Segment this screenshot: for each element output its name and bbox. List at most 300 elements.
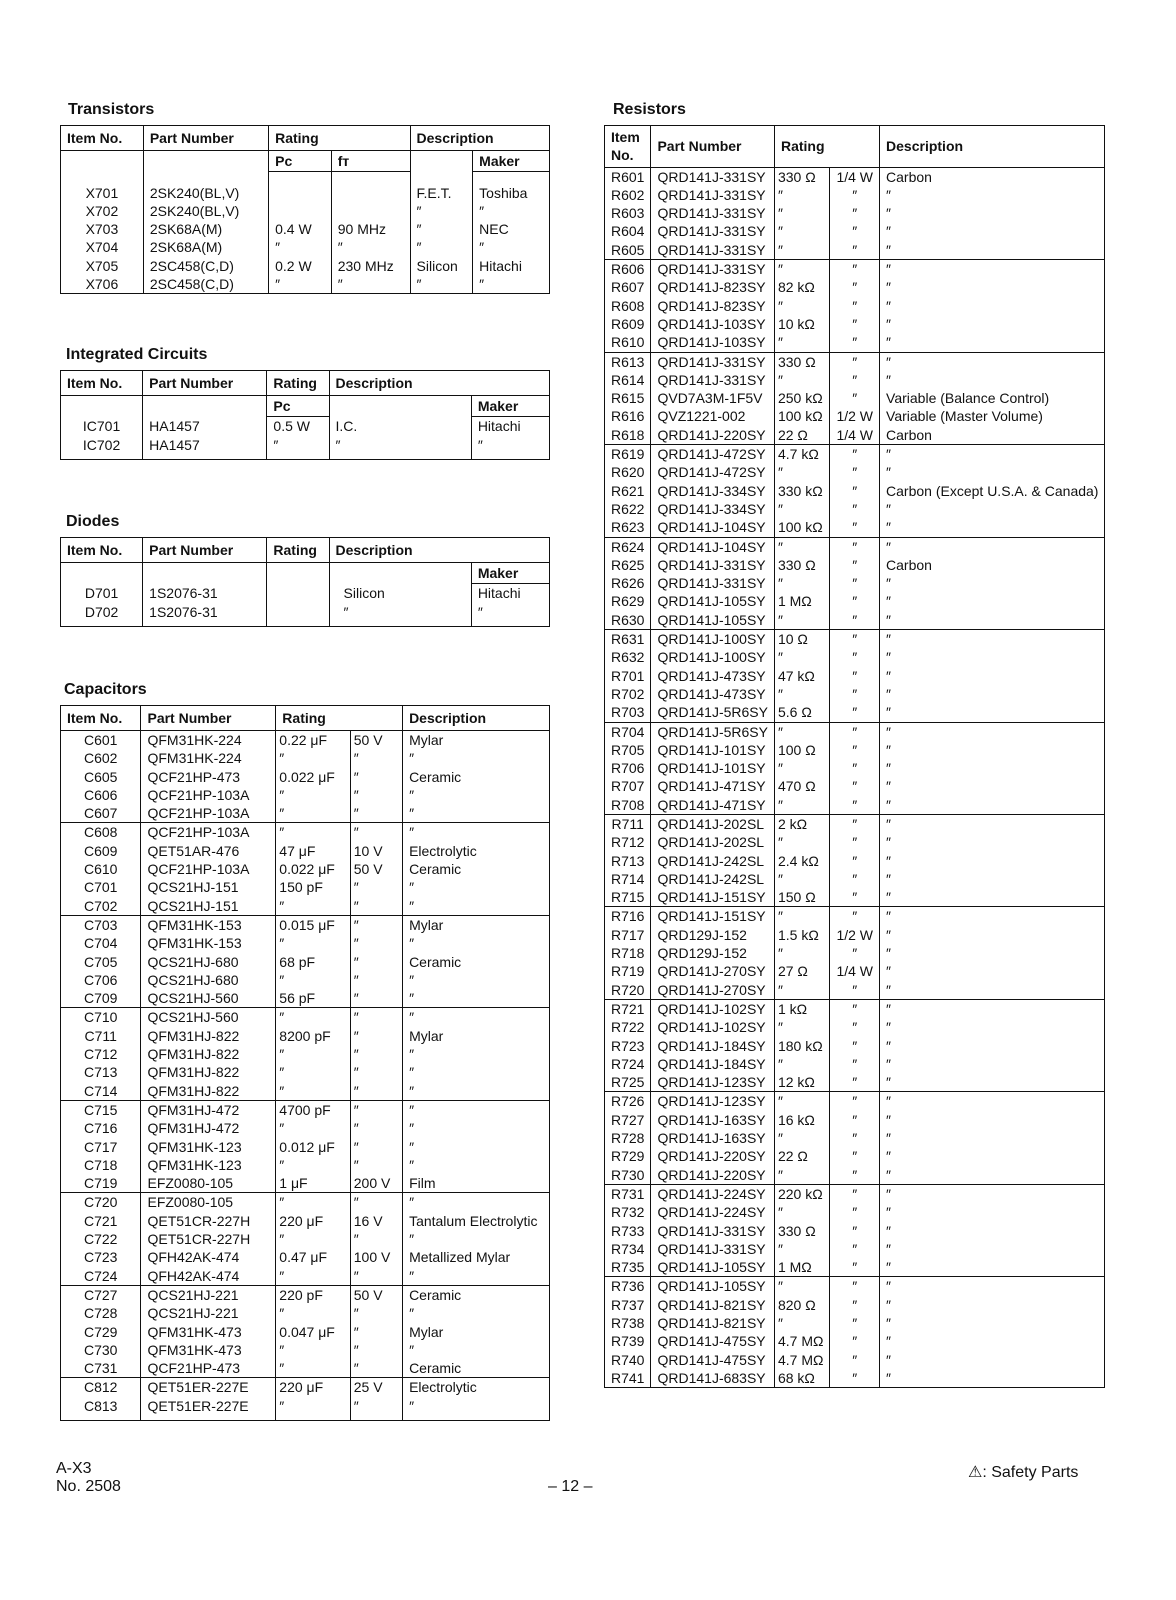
- table-cell: ″: [403, 1304, 550, 1322]
- table-cell: ″: [276, 1063, 350, 1081]
- table-cell: 1/4 W: [830, 962, 880, 980]
- table-cell: ″: [774, 1055, 829, 1073]
- table-row: [61, 860, 550, 878]
- table-cell: ″: [880, 611, 1105, 630]
- table-cell: ″: [830, 1351, 880, 1369]
- table-row: [605, 1314, 1105, 1332]
- table-row: [605, 1184, 1105, 1203]
- table-cell: ″: [830, 703, 880, 722]
- table-cell: 0.5 W: [267, 417, 329, 436]
- table-row: [61, 257, 550, 275]
- table-cell: ″: [830, 852, 880, 870]
- table-cell: ″: [880, 371, 1105, 389]
- table-cell: R632: [605, 648, 651, 666]
- table-cell: QFH42AK-474: [141, 1267, 276, 1286]
- table-cell: R718: [605, 944, 651, 962]
- table-cell: R602: [605, 186, 651, 204]
- table-row: [61, 1045, 550, 1063]
- table-row: [61, 202, 550, 220]
- table-cell: C706: [61, 971, 141, 989]
- table-cell: QCS21HJ-560: [141, 989, 276, 1008]
- table-cell: ″: [880, 592, 1105, 610]
- table-row: [605, 611, 1105, 630]
- table-cell: 220 μF: [276, 1212, 350, 1230]
- table-cell: R630: [605, 611, 651, 630]
- table-cell: ″: [830, 389, 880, 407]
- diodes-table: [60, 537, 550, 627]
- table-cell: EFZ0080-105: [141, 1174, 276, 1193]
- table-cell: ″: [830, 1332, 880, 1350]
- table-cell: R607: [605, 278, 651, 296]
- table-row: [61, 786, 550, 804]
- table-row: [605, 1147, 1105, 1165]
- table-cell: ″: [880, 1055, 1105, 1073]
- table-cell: ″: [403, 786, 550, 804]
- table-cell: ″: [830, 685, 880, 703]
- table-cell: QRD141J-103SY: [651, 333, 775, 352]
- table-cell: [267, 603, 329, 627]
- table-cell: ″: [830, 371, 880, 389]
- table-cell: R610: [605, 333, 651, 352]
- table-row: [605, 222, 1105, 240]
- table-cell: QCS21HJ-221: [141, 1285, 276, 1304]
- table-cell: 50 V: [350, 731, 402, 750]
- col-description: Description: [329, 538, 549, 563]
- table-cell: ″: [774, 574, 829, 592]
- table-cell: Mylar: [403, 731, 550, 750]
- table-cell: R620: [605, 463, 651, 481]
- table-row: [605, 352, 1105, 371]
- table-cell: ″: [774, 297, 829, 315]
- table-cell: QET51CR-227H: [141, 1212, 276, 1230]
- table-cell: ″: [350, 1100, 402, 1119]
- table-cell: ″: [276, 1267, 350, 1286]
- table-cell: ″: [350, 1027, 402, 1045]
- table-row: [61, 749, 550, 767]
- table-cell: ″: [350, 1341, 402, 1359]
- table-row: [605, 426, 1105, 445]
- table-cell: ″: [830, 574, 880, 592]
- table-row: [61, 1027, 550, 1045]
- table-row: [61, 842, 550, 860]
- table-row: [61, 151, 550, 172]
- table-cell: [143, 151, 268, 172]
- table-cell: R701: [605, 667, 651, 685]
- table-row: [61, 1063, 550, 1081]
- table-cell: QFM31HK-473: [141, 1341, 276, 1359]
- table-cell: QRD141J-102SY: [651, 999, 775, 1018]
- table-cell: Hitachi: [473, 257, 550, 275]
- table-cell: QRD141J-334SY: [651, 482, 775, 500]
- col-item-no: Item No.: [61, 538, 143, 563]
- table-cell: 90 MHz: [331, 220, 410, 238]
- table-cell: QVD7A3M-1F5V: [651, 389, 775, 407]
- table-cell: ″: [830, 888, 880, 907]
- table-cell: ″: [880, 1111, 1105, 1129]
- table-cell: ″: [880, 1314, 1105, 1332]
- table-cell: QRD141J-270SY: [651, 962, 775, 980]
- table-row: [605, 1037, 1105, 1055]
- table-cell: C713: [61, 1063, 141, 1081]
- table-cell: C702: [61, 897, 141, 916]
- table-cell: ″: [774, 186, 829, 204]
- table-cell: Pc: [269, 151, 332, 172]
- table-cell: ″: [350, 749, 402, 767]
- table-cell: C717: [61, 1138, 141, 1156]
- table-cell: ″: [830, 1314, 880, 1332]
- transistors-title: Transistors: [68, 101, 155, 118]
- table-cell: ″: [473, 238, 550, 256]
- table-cell: 16 V: [350, 1212, 402, 1230]
- table-cell: Variable (Master Volume): [880, 407, 1105, 425]
- table-cell: IC702: [61, 436, 143, 460]
- table-cell: QRD141J-151SY: [651, 907, 775, 926]
- table-cell: EFZ0080-105: [141, 1193, 276, 1212]
- table-row: [61, 915, 550, 934]
- table-cell: C813: [61, 1397, 141, 1421]
- table-cell: 330 Ω: [774, 556, 829, 574]
- table-row: [61, 1304, 550, 1322]
- table-row: [605, 962, 1105, 980]
- table-cell: ″: [880, 1332, 1105, 1350]
- resistors-table: [604, 125, 1105, 1388]
- table-cell: Carbon: [880, 556, 1105, 574]
- table-cell: QCF21HP-103A: [141, 786, 276, 804]
- table-cell: QRD141J-101SY: [651, 741, 775, 759]
- table-cell: ″: [329, 603, 471, 627]
- table-cell: Tantalum Electrolytic: [403, 1212, 550, 1230]
- table-cell: Electrolytic: [403, 1378, 550, 1397]
- table-cell: ″: [880, 741, 1105, 759]
- table-cell: ″: [830, 1055, 880, 1073]
- table-cell: 220 pF: [276, 1285, 350, 1304]
- table-cell: 100 V: [350, 1248, 402, 1266]
- table-cell: Carbon: [880, 167, 1105, 186]
- table-cell: R725: [605, 1073, 651, 1092]
- table-row: [605, 759, 1105, 777]
- table-cell: 12 kΩ: [774, 1073, 829, 1092]
- table-cell: QRD141J-331SY: [651, 186, 775, 204]
- table-cell: C718: [61, 1156, 141, 1174]
- table-cell: ″: [350, 971, 402, 989]
- table-cell: QVZ1221-002: [651, 407, 775, 425]
- table-cell: ″: [329, 436, 471, 460]
- table-cell: ″: [880, 648, 1105, 666]
- table-cell: C722: [61, 1230, 141, 1248]
- table-cell: 220 μF: [276, 1378, 350, 1397]
- table-cell: ″: [276, 1230, 350, 1248]
- table-cell: ″: [403, 1341, 550, 1359]
- table-row: [605, 500, 1105, 518]
- table-row: [61, 396, 550, 417]
- table-cell: QRD141J-220SY: [651, 1166, 775, 1185]
- table-cell: QRD141J-103SY: [651, 315, 775, 333]
- table-cell: ″: [880, 999, 1105, 1018]
- table-cell: C608: [61, 823, 141, 842]
- table-cell: QRD141J-821SY: [651, 1296, 775, 1314]
- table-cell: ″: [350, 915, 402, 934]
- table-cell: [331, 172, 410, 202]
- table-cell: ″: [830, 648, 880, 666]
- table-row: [605, 592, 1105, 610]
- table-cell: ″: [350, 1082, 402, 1101]
- table-row: [605, 518, 1105, 537]
- table-cell: ″: [774, 537, 829, 556]
- table-row: [605, 1073, 1105, 1092]
- table-cell: [329, 396, 471, 417]
- table-cell: ″: [471, 436, 549, 460]
- document-number: No. 2508: [56, 1478, 121, 1495]
- table-cell: R622: [605, 500, 651, 518]
- table-cell: R727: [605, 1111, 651, 1129]
- table-cell: 1 MΩ: [774, 1258, 829, 1277]
- table-cell: ″: [880, 333, 1105, 352]
- table-cell: ″: [350, 897, 402, 916]
- table-cell: QRD141J-100SY: [651, 648, 775, 666]
- table-cell: QFM31HJ-472: [141, 1100, 276, 1119]
- table-cell: ″: [830, 352, 880, 371]
- table-cell: ″: [830, 297, 880, 315]
- table-cell: 1/4 W: [830, 426, 880, 445]
- table-cell: R603: [605, 204, 651, 222]
- table-cell: QCS21HJ-151: [141, 897, 276, 916]
- table-row: [605, 685, 1105, 703]
- table-cell: QRD141J-105SY: [651, 1277, 775, 1296]
- table-cell: D702: [61, 603, 143, 627]
- table-cell: QRD141J-683SY: [651, 1369, 775, 1388]
- table-cell: 0.47 μF: [276, 1248, 350, 1266]
- table-cell: 27 Ω: [774, 962, 829, 980]
- table-cell: ″: [880, 278, 1105, 296]
- diodes-title: Diodes: [66, 513, 120, 530]
- table-cell: ″: [880, 759, 1105, 777]
- col-rating: Rating: [276, 706, 403, 731]
- table-cell: ″: [830, 1092, 880, 1111]
- table-row: [61, 1285, 550, 1304]
- table-cell: ″: [830, 1296, 880, 1314]
- table-cell: QRD141J-163SY: [651, 1129, 775, 1147]
- table-cell: ″: [880, 888, 1105, 907]
- table-cell: ″: [276, 786, 350, 804]
- table-cell: ″: [880, 777, 1105, 795]
- table-cell: ″: [830, 278, 880, 296]
- table-cell: C609: [61, 842, 141, 860]
- table-cell: 16 kΩ: [774, 1111, 829, 1129]
- col-item-no: Item No.: [61, 706, 141, 731]
- table-cell: ″: [880, 1258, 1105, 1277]
- table-cell: R720: [605, 981, 651, 1000]
- table-cell: ″: [880, 1037, 1105, 1055]
- table-cell: QCS21HJ-151: [141, 878, 276, 896]
- table-cell: ″: [774, 333, 829, 352]
- table-cell: ″: [830, 814, 880, 833]
- table-row: [605, 297, 1105, 315]
- table-cell: QFM31HK-153: [141, 934, 276, 952]
- col-part-number: Part Number: [651, 126, 775, 168]
- table-row: [605, 667, 1105, 685]
- table-cell: ″: [830, 315, 880, 333]
- table-cell: 82 kΩ: [774, 278, 829, 296]
- table-row: [605, 722, 1105, 741]
- table-cell: ″: [276, 1045, 350, 1063]
- table-cell: IC701: [61, 417, 143, 436]
- table-cell: ″: [880, 518, 1105, 537]
- table-cell: QRD141J-331SY: [651, 222, 775, 240]
- table-cell: ″: [774, 371, 829, 389]
- table-cell: QRD129J-152: [651, 944, 775, 962]
- table-cell: ″: [830, 907, 880, 926]
- table-cell: QRD141J-224SY: [651, 1203, 775, 1221]
- table-cell: 47 μF: [276, 842, 350, 860]
- table-cell: QFM31HK-473: [141, 1323, 276, 1341]
- table-row: [605, 1111, 1105, 1129]
- table-cell: ″: [403, 971, 550, 989]
- table-row: [61, 275, 550, 294]
- table-cell: QRD141J-472SY: [651, 445, 775, 464]
- table-row: [61, 584, 550, 603]
- table-cell: ″: [880, 962, 1105, 980]
- table-cell: C607: [61, 804, 141, 823]
- table-cell: ″: [880, 260, 1105, 279]
- table-cell: ″: [350, 1119, 402, 1137]
- table-cell: ″: [774, 1240, 829, 1258]
- table-row: [605, 926, 1105, 944]
- table-row: [605, 167, 1105, 186]
- table-row: [61, 878, 550, 896]
- table-cell: ″: [880, 297, 1105, 315]
- table-row: [605, 796, 1105, 815]
- table-cell: ″: [774, 241, 829, 260]
- table-cell: ″: [880, 1166, 1105, 1185]
- col-item-no: Item No.: [61, 371, 143, 396]
- table-cell: ″: [350, 1323, 402, 1341]
- table-row: [605, 1055, 1105, 1073]
- table-row: [605, 981, 1105, 1000]
- table-cell: ″: [403, 1008, 550, 1027]
- table-cell: 220 kΩ: [774, 1184, 829, 1203]
- table-cell: ″: [350, 1138, 402, 1156]
- table-cell: ″: [880, 500, 1105, 518]
- table-cell: ″: [473, 202, 550, 220]
- table-cell: ″: [410, 202, 473, 220]
- col-part-number: Part Number: [143, 538, 267, 563]
- table-cell: Mylar: [403, 1323, 550, 1341]
- table-cell: R741: [605, 1369, 651, 1388]
- table-cell: ″: [880, 537, 1105, 556]
- table-cell: ″: [350, 1230, 402, 1248]
- table-cell: ″: [880, 981, 1105, 1000]
- table-cell: ″: [880, 814, 1105, 833]
- table-cell: Mylar: [403, 915, 550, 934]
- table-cell: ″: [774, 833, 829, 851]
- table-cell: 2SK68A(M): [143, 220, 268, 238]
- table-row: [61, 1212, 550, 1230]
- table-row: [605, 1332, 1105, 1350]
- table-cell: ″: [276, 1082, 350, 1101]
- table-cell: ″: [276, 1008, 350, 1027]
- table-cell: Ceramic: [403, 768, 550, 786]
- table-cell: C610: [61, 860, 141, 878]
- table-cell: 68 pF: [276, 953, 350, 971]
- table-row: [61, 731, 550, 750]
- table-row: [605, 630, 1105, 649]
- table-row: [605, 1351, 1105, 1369]
- table-cell: C714: [61, 1082, 141, 1101]
- table-cell: R703: [605, 703, 651, 722]
- table-cell: ″: [880, 1092, 1105, 1111]
- table-cell: X705: [61, 257, 144, 275]
- table-cell: [329, 563, 471, 584]
- table-cell: ″: [830, 1240, 880, 1258]
- table-row: [605, 241, 1105, 260]
- table-cell: ″: [276, 1193, 350, 1212]
- table-cell: R614: [605, 371, 651, 389]
- table-cell: ″: [774, 500, 829, 518]
- table-cell: ″: [774, 1314, 829, 1332]
- table-cell: R729: [605, 1147, 651, 1165]
- table-cell: 56 pF: [276, 989, 350, 1008]
- table-cell: Metallized Mylar: [403, 1248, 550, 1266]
- page-number: – 12 –: [548, 1478, 593, 1495]
- table-cell: X703: [61, 220, 144, 238]
- table-row: [605, 777, 1105, 795]
- table-cell: C723: [61, 1248, 141, 1266]
- table-cell: QRD141J-270SY: [651, 981, 775, 1000]
- table-row: [61, 897, 550, 916]
- table-cell: ″: [880, 1351, 1105, 1369]
- table-cell: ″: [830, 592, 880, 610]
- table-cell: ″: [880, 796, 1105, 815]
- table-cell: ″: [830, 759, 880, 777]
- table-cell: ″: [830, 241, 880, 260]
- table-cell: 2SC458(C,D): [143, 257, 268, 275]
- table-row: [605, 204, 1105, 222]
- table-cell: R722: [605, 1018, 651, 1036]
- table-cell: ″: [830, 1037, 880, 1055]
- table-cell: ″: [880, 1018, 1105, 1036]
- table-cell: QRD141J-331SY: [651, 574, 775, 592]
- table-row: [605, 389, 1105, 407]
- table-cell: QRD141J-475SY: [651, 1351, 775, 1369]
- table-cell: R721: [605, 999, 651, 1018]
- col-item-no: Item No.: [61, 126, 144, 151]
- table-cell: C606: [61, 786, 141, 804]
- table-cell: ″: [774, 722, 829, 741]
- table-cell: R605: [605, 241, 651, 260]
- table-row: [605, 333, 1105, 352]
- table-cell: C710: [61, 1008, 141, 1027]
- table-cell: ″: [276, 971, 350, 989]
- table-cell: C605: [61, 768, 141, 786]
- table-cell: 10 V: [350, 842, 402, 860]
- table-cell: QRD141J-5R6SY: [651, 703, 775, 722]
- table-cell: 2 kΩ: [774, 814, 829, 833]
- table-cell: ″: [276, 823, 350, 842]
- table-cell: 200 V: [350, 1174, 402, 1193]
- table-cell: QFM31HJ-822: [141, 1082, 276, 1101]
- table-row: [605, 556, 1105, 574]
- table-cell: Film: [403, 1174, 550, 1193]
- table-cell: ″: [350, 1008, 402, 1027]
- table-cell: QRD141J-472SY: [651, 463, 775, 481]
- table-cell: ″: [403, 1397, 550, 1421]
- table-cell: ″: [774, 1129, 829, 1147]
- table-cell: R734: [605, 1240, 651, 1258]
- table-row: [61, 1359, 550, 1378]
- warning-triangle-icon: ⚠: [968, 1464, 983, 1481]
- table-cell: ″: [880, 1277, 1105, 1296]
- table-cell: R719: [605, 962, 651, 980]
